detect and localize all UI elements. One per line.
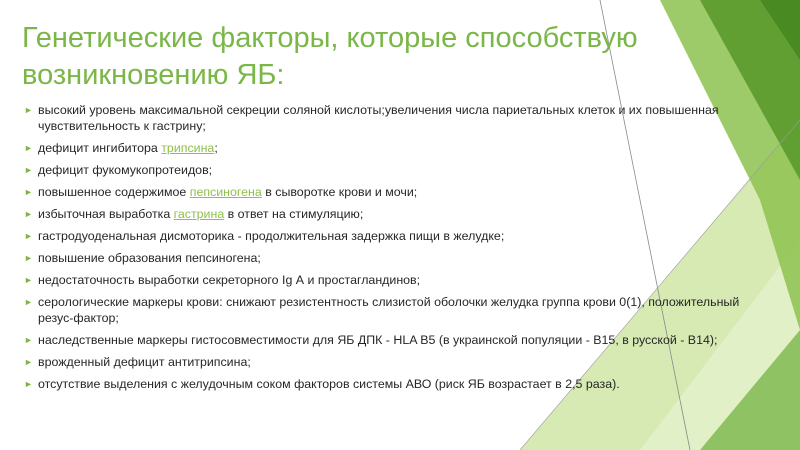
bullet-text: серологические маркеры крови: снижают резистентность слизистой оболочки желудка группа крови 0(1), положительный резус-фактор; — [38, 295, 740, 325]
bullet-text: высокий уровень максимальной секреции соляной кислоты;увеличения числа париетальных клеток и их повышенная чувствительность к гастрину; — [38, 103, 719, 133]
bullet-text: гастродуоденальная дисмоторика - продолжительная задержка пищи в желудке; — [38, 229, 505, 243]
bullet-item — [24, 162, 754, 178]
bullet-marker-icon: ► — [24, 165, 33, 175]
bullet-list — [24, 102, 754, 398]
bullet-text: ; — [214, 141, 218, 155]
bullet-item — [24, 102, 754, 134]
bullet-text: избыточная выработка — [38, 207, 174, 221]
bullet-item — [24, 294, 754, 326]
bullet-marker-icon: ► — [24, 187, 33, 197]
term-link[interactable]: трипсина — [161, 141, 215, 155]
bullet-text: недостаточность выработки секреторного Ig А и простагландинов; — [38, 273, 421, 287]
bullet-text: в сыворотке крови и мочи; — [261, 185, 418, 199]
bullet-text: врожденный дефицит антитрипсина; — [38, 355, 251, 369]
bullet-item — [24, 272, 754, 288]
bullet-marker-icon: ► — [24, 275, 33, 285]
slide-title: Генетические факторы, которые способствую возникновению ЯБ: — [22, 22, 638, 91]
bullet-marker-icon: ► — [24, 253, 33, 263]
bullet-item — [24, 184, 754, 200]
bullet-item — [24, 332, 754, 348]
bullet-marker-icon: ► — [24, 379, 33, 389]
bullet-marker-icon: ► — [24, 357, 33, 367]
bullet-marker-icon: ► — [24, 297, 33, 307]
bullet-item — [24, 376, 754, 392]
bullet-marker-icon: ► — [24, 231, 33, 241]
bullet-text: дефицит ингибитора — [38, 141, 162, 155]
bullet-marker-icon: ► — [24, 105, 33, 115]
bullet-text: дефицит фукомукопротеидов; — [38, 163, 213, 177]
bullet-item — [24, 140, 754, 156]
bullet-item — [24, 206, 754, 222]
bullet-text: в ответ на стимуляцию; — [224, 207, 364, 221]
bullet-text: отсутствие выделения с желудочным соком факторов системы АВО (риск ЯБ возрастает в 2,5 раза). — [38, 377, 620, 391]
term-link[interactable]: пепсиногена — [189, 185, 262, 199]
bullet-text: наследственные маркеры гистосовместимости для ЯБ ДПК - HLA B5 (в украинской популяции - B15, в русской - B14); — [38, 333, 718, 347]
term-link[interactable]: гастрина — [173, 207, 225, 221]
bullet-marker-icon: ► — [24, 143, 33, 153]
bullet-item — [24, 250, 754, 266]
bullet-item — [24, 228, 754, 244]
bullet-text: повышение образования пепсиногена; — [38, 251, 261, 265]
bullet-marker-icon: ► — [24, 209, 33, 219]
bullet-text: повышенное содержимое — [38, 185, 190, 199]
bullet-marker-icon: ► — [24, 335, 33, 345]
bullet-item — [24, 354, 754, 370]
